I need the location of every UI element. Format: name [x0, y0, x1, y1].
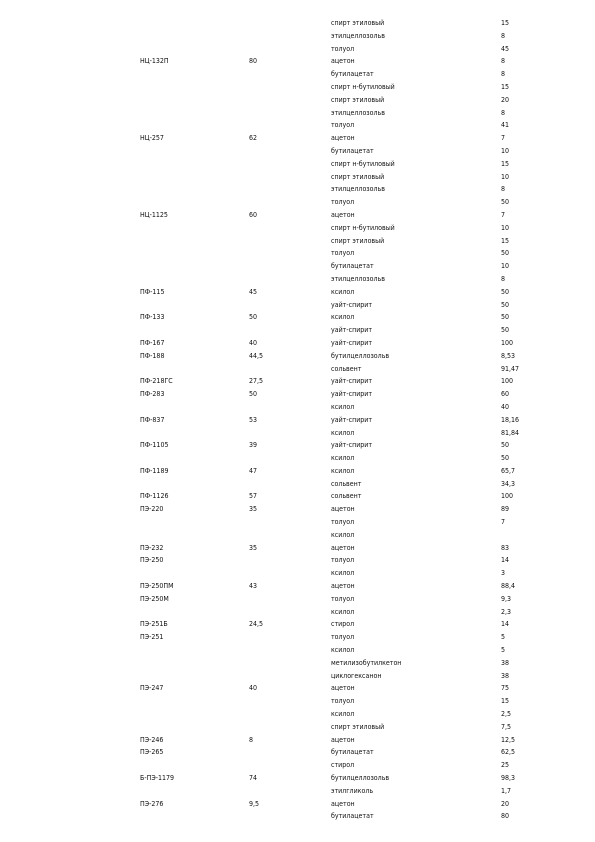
- component-amount-cell: 9,3: [501, 594, 512, 603]
- component-amount-cell: 38: [501, 671, 510, 680]
- component-amount-cell: 18,16: [501, 415, 520, 424]
- solvent-component-cell: уайт-спирит: [331, 338, 373, 347]
- component-amount-cell: 91,47: [501, 364, 520, 373]
- component-amount-cell: 38: [501, 658, 510, 667]
- table-row: [0, 788, 595, 801]
- table-row: [0, 621, 595, 634]
- solvent-component-cell: ксилол: [331, 466, 355, 475]
- material-value-cell: 74: [249, 774, 258, 783]
- table-row: [0, 84, 595, 97]
- component-amount-cell: 15: [501, 19, 510, 27]
- table-row: [0, 583, 595, 596]
- material-value-cell: 43: [249, 582, 258, 591]
- solvent-component-cell: бутилцеллозольв: [331, 774, 390, 783]
- solvent-component-cell: спирт н-бутиловый: [331, 159, 395, 168]
- material-name-cell: Б-ПЭ-1179: [140, 774, 175, 783]
- solvent-component-cell: ксилол: [331, 710, 355, 719]
- component-amount-cell: 81,84: [501, 428, 520, 437]
- table-row: [0, 97, 595, 110]
- table-row: [0, 404, 595, 417]
- component-amount-cell: 10: [501, 262, 510, 271]
- component-amount-cell: 14: [501, 620, 510, 629]
- table-row: [0, 813, 595, 826]
- component-amount-cell: 25: [501, 761, 510, 770]
- material-value-cell: 8: [249, 735, 254, 744]
- solvent-component-cell: ацетон: [331, 735, 355, 744]
- table-row: [0, 33, 595, 46]
- component-amount-cell: 5: [501, 646, 506, 655]
- solvent-component-cell: ксилол: [331, 530, 355, 539]
- solvent-component-cell: уайт-спирит: [331, 441, 373, 450]
- component-amount-cell: 7: [501, 518, 506, 527]
- table-row: [0, 199, 595, 212]
- solvent-component-cell: спирт этиловый: [331, 19, 385, 27]
- solvent-component-cell: ксилол: [331, 646, 355, 655]
- table-row: [0, 557, 595, 570]
- table-row: [0, 263, 595, 276]
- material-name-cell: ПЭ-251: [140, 633, 164, 642]
- table-row: [0, 660, 595, 673]
- material-name-cell: ПЭ-250ПМ: [140, 582, 174, 591]
- component-amount-cell: 1,7: [501, 786, 512, 795]
- material-name-cell: НЦ-132П: [140, 57, 169, 66]
- solvent-component-cell: толуол: [331, 556, 355, 565]
- table-row: [0, 417, 595, 430]
- solvent-component-cell: толуол: [331, 594, 355, 603]
- solvent-component-cell: толуол: [331, 249, 355, 258]
- material-name-cell: ПЭ-250М: [140, 594, 169, 603]
- material-value-cell: 47: [249, 466, 258, 475]
- material-value-cell: 35: [249, 543, 258, 552]
- component-amount-cell: 40: [501, 402, 510, 411]
- table-row: [0, 532, 595, 545]
- material-value-cell: 9,5: [249, 799, 260, 808]
- table-row: [0, 506, 595, 519]
- component-amount-cell: 50: [501, 441, 510, 450]
- component-amount-cell: 12,5: [501, 735, 516, 744]
- solvent-component-cell: толуол: [331, 198, 355, 207]
- component-amount-cell: 8: [501, 31, 506, 40]
- component-amount-cell: 75: [501, 684, 510, 693]
- solvent-table: [0, 20, 595, 826]
- table-row: [0, 455, 595, 468]
- component-amount-cell: 8: [501, 185, 506, 194]
- solvent-component-cell: бутилацетат: [331, 146, 374, 155]
- component-amount-cell: 60: [501, 390, 510, 399]
- solvent-component-cell: сольвент: [331, 492, 362, 501]
- solvent-component-cell: ацетон: [331, 57, 355, 66]
- solvent-component-cell: уайт-спирит: [331, 390, 373, 399]
- component-amount-cell: 50: [501, 326, 510, 335]
- component-amount-cell: 50: [501, 287, 510, 296]
- material-value-cell: 40: [249, 338, 258, 347]
- component-amount-cell: 10: [501, 172, 510, 181]
- component-amount-cell: 2,5: [501, 710, 512, 719]
- component-amount-cell: 15: [501, 236, 510, 245]
- solvent-component-cell: толуол: [331, 633, 355, 642]
- table-row: [0, 596, 595, 609]
- material-name-cell: НЦ-257: [140, 134, 164, 143]
- component-amount-cell: 8: [501, 108, 506, 117]
- solvent-component-cell: толуол: [331, 121, 355, 130]
- material-name-cell: ПЭ-232: [140, 543, 164, 552]
- solvent-component-cell: ксилол: [331, 402, 355, 411]
- table-row: [0, 775, 595, 788]
- solvent-component-cell: ацетон: [331, 210, 355, 219]
- component-amount-cell: 50: [501, 313, 510, 322]
- solvent-component-cell: бутилацетат: [331, 748, 374, 757]
- material-value-cell: 53: [249, 415, 258, 424]
- solvent-component-cell: спирт этиловый: [331, 722, 385, 731]
- component-amount-cell: 8,53: [501, 351, 516, 360]
- material-name-cell: ПФ-188: [140, 351, 165, 360]
- component-amount-cell: 100: [501, 492, 514, 501]
- material-name-cell: ПФ-837: [140, 415, 165, 424]
- solvent-component-cell: этилцеллозольв: [331, 274, 385, 283]
- solvent-component-cell: толуол: [331, 44, 355, 53]
- solvent-component-cell: ацетон: [331, 505, 355, 514]
- solvent-component-cell: уайт-спирит: [331, 326, 373, 335]
- component-amount-cell: 14: [501, 556, 510, 565]
- material-value-cell: 50: [249, 313, 258, 322]
- table-row: [0, 212, 595, 225]
- material-name-cell: НЦ-1125: [140, 210, 168, 219]
- solvent-component-cell: ацетон: [331, 799, 355, 808]
- component-amount-cell: 41: [501, 121, 510, 130]
- component-amount-cell: 50: [501, 249, 510, 258]
- material-name-cell: ПЭ-265: [140, 748, 164, 757]
- table-row: [0, 340, 595, 353]
- component-amount-cell: 10: [501, 146, 510, 155]
- component-amount-cell: 34,3: [501, 479, 516, 488]
- solvent-component-cell: спирт этиловый: [331, 236, 385, 245]
- material-name-cell: ПФ-218ГС: [140, 377, 173, 386]
- component-amount-cell: 80: [501, 812, 510, 821]
- table-row: [0, 122, 595, 135]
- material-name-cell: ПФ-115: [140, 287, 165, 296]
- solvent-component-cell: бутилацетат: [331, 812, 374, 821]
- component-amount-cell: 83: [501, 543, 510, 552]
- component-amount-cell: 100: [501, 377, 514, 386]
- table-row: [0, 647, 595, 660]
- material-value-cell: 45: [249, 287, 258, 296]
- component-amount-cell: 20: [501, 95, 510, 104]
- table-row: [0, 327, 595, 340]
- solvent-component-cell: ацетон: [331, 134, 355, 143]
- solvent-component-cell: ксилол: [331, 569, 355, 578]
- table-row: [0, 20, 595, 33]
- component-amount-cell: 8: [501, 274, 506, 283]
- table-row: [0, 634, 595, 647]
- material-name-cell: ПЭ-276: [140, 799, 164, 808]
- component-amount-cell: 2,3: [501, 607, 512, 616]
- material-name-cell: ПФ-133: [140, 313, 165, 322]
- table-row: [0, 148, 595, 161]
- component-amount-cell: 15: [501, 159, 510, 168]
- component-amount-cell: 50: [501, 300, 510, 309]
- component-amount-cell: 3: [501, 569, 506, 578]
- table-row: [0, 711, 595, 724]
- solvent-component-cell: спирт этиловый: [331, 172, 385, 181]
- material-value-cell: 44,5: [249, 351, 264, 360]
- component-amount-cell: 89: [501, 505, 510, 514]
- solvent-component-cell: ацетон: [331, 543, 355, 552]
- component-amount-cell: 100: [501, 338, 514, 347]
- component-amount-cell: 5: [501, 633, 506, 642]
- material-name-cell: ПФ-283: [140, 390, 165, 399]
- solvent-component-cell: толуол: [331, 697, 355, 706]
- material-value-cell: 80: [249, 57, 258, 66]
- material-name-cell: ПЭ-251Б: [140, 620, 168, 629]
- component-amount-cell: 98,3: [501, 774, 516, 783]
- material-name-cell: ПФ-167: [140, 338, 165, 347]
- component-amount-cell: 10: [501, 223, 510, 232]
- material-value-cell: 62: [249, 134, 258, 143]
- component-amount-cell: 50: [501, 454, 510, 463]
- solvent-component-cell: ацетон: [331, 684, 355, 693]
- table-row: [0, 353, 595, 366]
- table-row: [0, 391, 595, 404]
- solvent-component-cell: этилгликоль: [331, 786, 374, 795]
- material-value-cell: 24,5: [249, 620, 264, 629]
- table-row: [0, 46, 595, 59]
- table-row: [0, 161, 595, 174]
- solvent-component-cell: бутилацетат: [331, 70, 374, 79]
- material-value-cell: 35: [249, 505, 258, 514]
- component-amount-cell: 88,4: [501, 582, 516, 591]
- material-value-cell: 39: [249, 441, 258, 450]
- material-name-cell: ПФ-1126: [140, 492, 169, 501]
- material-name-cell: ПЭ-220: [140, 505, 164, 514]
- component-amount-cell: 7: [501, 134, 506, 143]
- solvent-component-cell: спирт н-бутиловый: [331, 82, 395, 91]
- component-amount-cell: 7,5: [501, 722, 512, 731]
- solvent-component-cell: ксилол: [331, 313, 355, 322]
- table-row: [0, 519, 595, 532]
- solvent-component-cell: толуол: [331, 518, 355, 527]
- material-value-cell: 60: [249, 210, 258, 219]
- component-amount-cell: 7: [501, 210, 506, 219]
- solvent-component-cell: ксилол: [331, 607, 355, 616]
- solvent-component-cell: циклогексанон: [331, 671, 382, 680]
- solvent-component-cell: сольвент: [331, 364, 362, 373]
- solvent-component-cell: бутилцеллозольв: [331, 351, 390, 360]
- table-row: [0, 58, 595, 71]
- material-value-cell: 40: [249, 684, 258, 693]
- solvent-component-cell: уайт-спирит: [331, 377, 373, 386]
- material-name-cell: ПЭ-250: [140, 556, 164, 565]
- table-row: [0, 174, 595, 187]
- solvent-component-cell: ксилол: [331, 287, 355, 296]
- solvent-component-cell: сольвент: [331, 479, 362, 488]
- material-name-cell: ПЭ-246: [140, 735, 164, 744]
- component-amount-cell: 62,5: [501, 748, 516, 757]
- table-row: [0, 468, 595, 481]
- material-value-cell: 57: [249, 492, 258, 501]
- component-amount-cell: 65,7: [501, 466, 516, 475]
- component-amount-cell: 15: [501, 82, 510, 91]
- component-amount-cell: 8: [501, 70, 506, 79]
- component-amount-cell: 8: [501, 57, 506, 66]
- solvent-component-cell: уайт-спирит: [331, 300, 373, 309]
- material-value-cell: 50: [249, 390, 258, 399]
- material-name-cell: ПФ-1105: [140, 441, 169, 450]
- solvent-component-cell: спирт н-бутиловый: [331, 223, 395, 232]
- solvent-component-cell: этилцеллозольв: [331, 185, 385, 194]
- solvent-component-cell: спирт этиловый: [331, 95, 385, 104]
- solvent-component-cell: этилцеллозольв: [331, 108, 385, 117]
- solvent-component-cell: ксилол: [331, 454, 355, 463]
- solvent-component-cell: этилцеллозольв: [331, 31, 385, 40]
- table-row: [0, 225, 595, 238]
- solvent-component-cell: метилизобутилкетон: [331, 658, 402, 667]
- material-name-cell: ПЭ-247: [140, 684, 164, 693]
- component-amount-cell: 50: [501, 198, 510, 207]
- solvent-component-cell: стирол: [331, 620, 355, 629]
- component-amount-cell: 20: [501, 799, 510, 808]
- solvent-component-cell: ацетон: [331, 582, 355, 591]
- component-amount-cell: 45: [501, 44, 510, 53]
- table-row: [0, 724, 595, 737]
- solvent-component-cell: уайт-спирит: [331, 415, 373, 424]
- material-value-cell: 27,5: [249, 377, 264, 386]
- solvent-component-cell: ксилол: [331, 428, 355, 437]
- solvent-component-cell: стирол: [331, 761, 355, 770]
- material-name-cell: ПФ-1189: [140, 466, 169, 475]
- solvent-component-cell: бутилацетат: [331, 262, 374, 271]
- table-row: [0, 289, 595, 302]
- component-amount-cell: 15: [501, 697, 510, 706]
- table-row: [0, 276, 595, 289]
